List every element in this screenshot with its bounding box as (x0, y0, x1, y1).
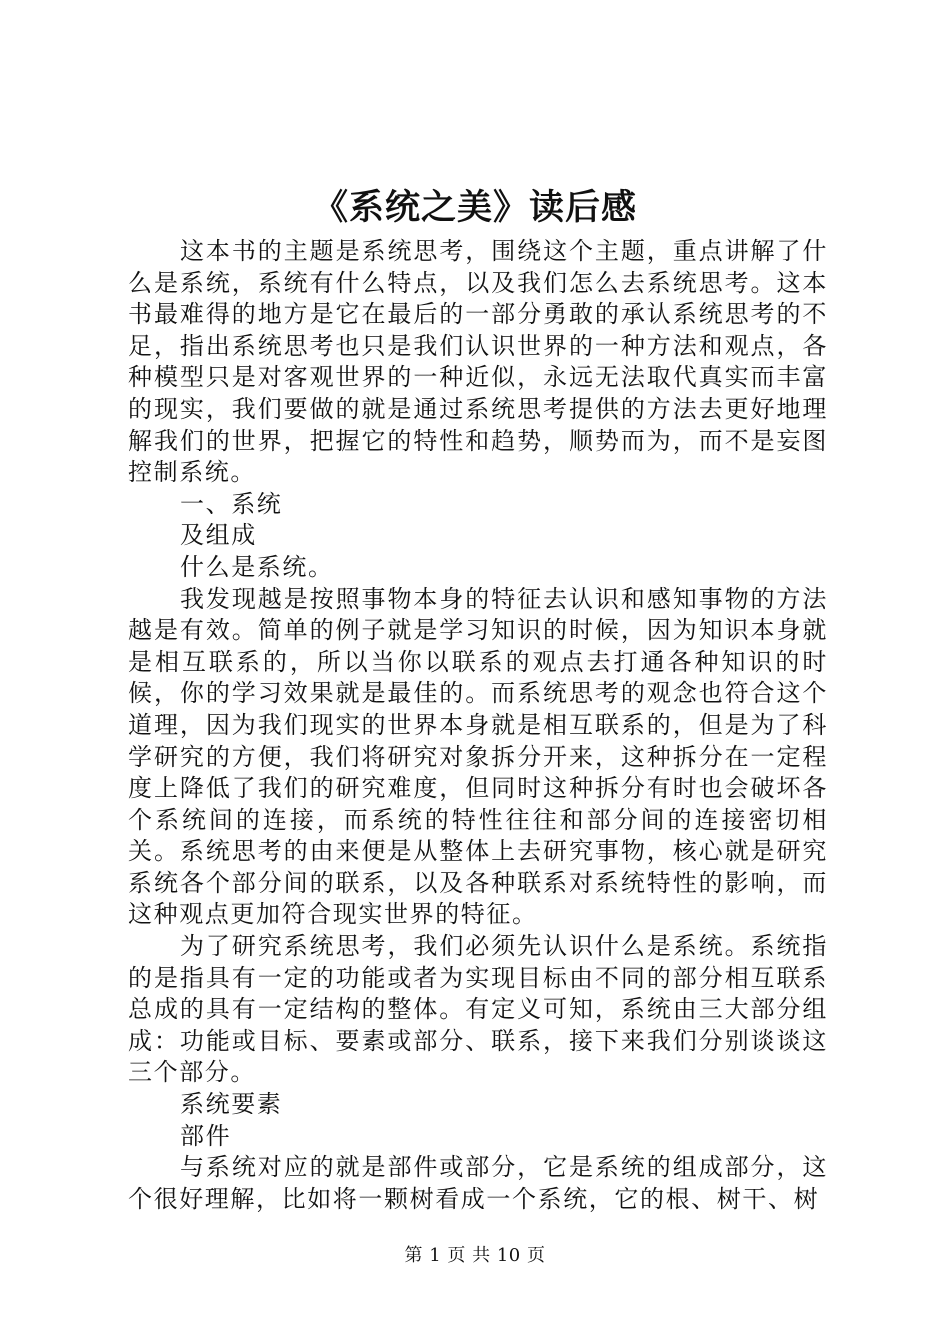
paragraph-components: 与系统对应的就是部件或部分，它是系统的组成部分，这个很好理解，比如将一颗树看成一个系统，它的根、树干、树 (128, 1153, 828, 1213)
paragraph-discovery: 我发现越是按照事物本身的特征去认识和感知事物的方法越是有效。简单的例子就是学习知识的时候，因为知识本身就是相互联系的，所以当你以联系的观点去打通各种知识的时候，你的学习效果就是最佳的。而系统思考的观念也符合这个道理，因为我们现实的世界本身就是相互联系的，但是为了科学研究的方便，我们将研究对象拆分开来，这种拆分在一定程度上降低了我们的研究难度，但同时这种拆分有时也会破坏各个系统间的连接，而系统的特性往往和部分间的连接密切相关。系统思考的由来便是从整体上去研究事物，核心就是研究系统各个部分间的联系，以及各种联系对系统特性的影响，而这种观点更加符合现实世界的特征。 (128, 584, 828, 929)
section-heading-system: 一、系统 (180, 489, 283, 518)
page-footer: 第 1 页 共 10 页 (404, 1245, 546, 1266)
subheading-components: 部件 (180, 1121, 232, 1150)
paragraph-definition: 为了研究系统思考，我们必须先认识什么是系统。系统指的是指具有一定的功能或者为实现目标由不同的部分相互联系总成的具有一定结构的整体。有定义可知，系统由三大部分组成：功能或目标、要素或部分、联系，接下来我们分别谈谈这三个部分。 (128, 932, 828, 1087)
paragraph-intro: 这本书的主题是系统思考，围绕这个主题，重点讲解了什么是系统，系统有什么特点，以及我们怎么去系统思考。这本书最难得的地方是它在最后的一部分勇敢的承认系统思考的不足，指出系统思考也只是我们认识世界的一种方法和观点，各种模型只是对客观世界的一种近似，永远无法取代真实而丰富的现实，我们要做的就是通过系统思考提供的方法去更好地理解我们的世界，把握它的特性和趋势，顺势而为，而不是妄图控制系统。 (128, 237, 828, 487)
subheading-system-elements: 系统要素 (180, 1090, 283, 1119)
page-title: 《系统之美》读后感 (312, 187, 637, 228)
subheading-what-is-system: 什么是系统。 (180, 552, 334, 581)
document-body (128, 236, 828, 1215)
section-heading-composition: 及组成 (180, 521, 257, 550)
